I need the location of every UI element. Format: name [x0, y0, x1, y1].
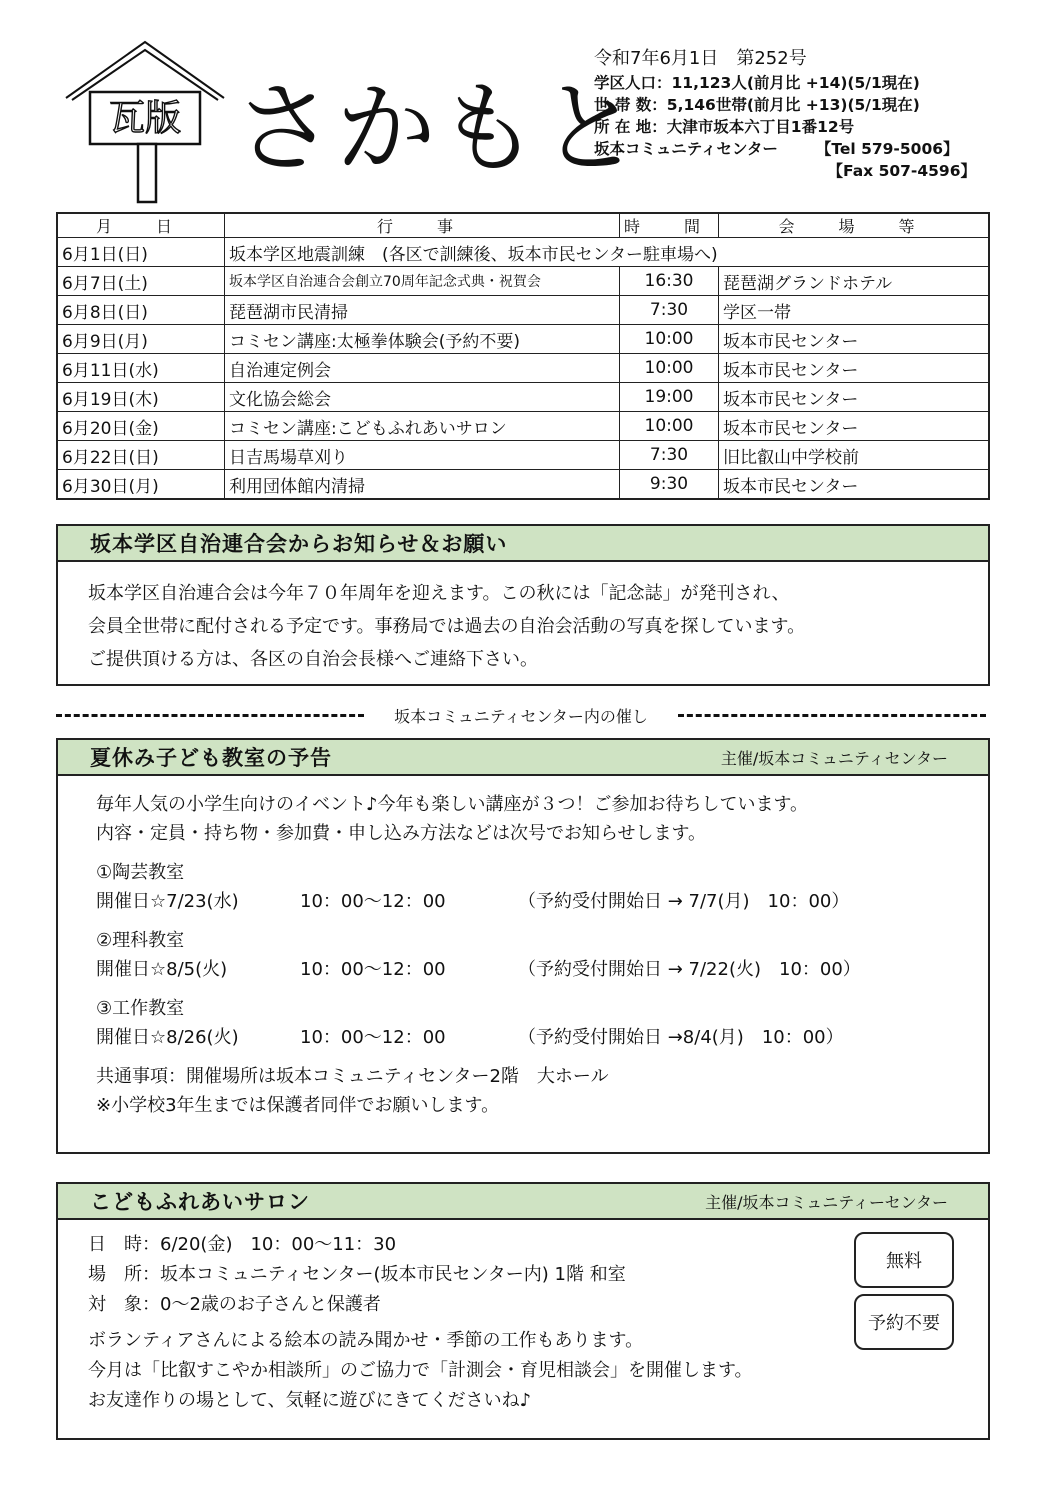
- cell-event: コミセン講座:こどもふれあいサロン: [225, 412, 620, 441]
- cell-event: 琵琶湖市民清掃: [225, 296, 620, 325]
- col-header-event: 行 事: [225, 213, 620, 238]
- cell-time: 16:30: [620, 267, 719, 296]
- salon-line: 今月は「比叡すこやか相談所」のご協力で「計測会・育児相談会」を開催します。: [88, 1360, 753, 1381]
- cell-event: 坂本学区地震訓練 (各区で訓練後、坂本市民センター駐車場へ): [225, 238, 990, 267]
- summer-intro: 毎年人気の小学生向けのイベント♪今年も楽しい講座が３つ！ご参加お待ちしています。: [96, 794, 809, 815]
- salon-line: ボランティアさんによる絵本の読み聞かせ・季節の工作もあります。: [88, 1330, 644, 1351]
- notice-body: [58, 562, 988, 688]
- class-time: 10：00～12：00: [300, 891, 446, 912]
- guardian-note: ※小学校3年生までは保護者同伴でお願いします。: [96, 1095, 500, 1116]
- cell-date: 6月11日(水): [57, 354, 225, 383]
- cell-date: 6月9日(月): [57, 325, 225, 354]
- salon-where: 場 所：坂本コミュニティセンター(坂本市民センター内) 1階 和室: [88, 1264, 626, 1285]
- kawaraban-signboard-icon: [60, 40, 230, 205]
- cell-event: 利用団体館内清掃: [225, 470, 620, 500]
- salon-body: [58, 1220, 988, 1426]
- cell-place: 坂本市民センター: [719, 412, 989, 441]
- class-time: 10：00～12：00: [300, 959, 446, 980]
- class-date: 開催日☆8/26(火): [96, 1027, 239, 1048]
- newsletter-title: さかもと: [234, 70, 642, 187]
- tel-number: 【Tel 579-5006】: [815, 140, 959, 158]
- event-schedule-table: [56, 212, 990, 500]
- cell-date: 6月19日(木): [57, 383, 225, 412]
- salon-when: 日 時：6/20(金) 10：00～11：30: [88, 1234, 397, 1255]
- kids-salon-box: [56, 1182, 990, 1440]
- cell-date: 6月1日(日): [57, 238, 225, 267]
- col-header-place: 会 場 等: [719, 213, 989, 238]
- table-row: [57, 325, 989, 354]
- divider-dash-left: [56, 714, 364, 717]
- salon-title: こどもふれあいサロン: [90, 1190, 310, 1214]
- summer-header: [58, 740, 988, 776]
- cell-date: 6月22日(日): [57, 441, 225, 470]
- col-header-date: 月 日: [57, 213, 225, 238]
- cell-event: 自治連定例会: [225, 354, 620, 383]
- association-notice-box: [56, 524, 990, 686]
- cell-time: 10:00: [620, 354, 719, 383]
- summer-body: [58, 776, 988, 1134]
- cell-date: 6月7日(土): [57, 267, 225, 296]
- class-booking: （予約受付開始日 → 7/22(火) 10：00）: [518, 959, 861, 980]
- logo-text: 瓦版: [108, 98, 182, 139]
- cell-time: 9:30: [620, 470, 719, 500]
- class-schedule: [96, 955, 950, 984]
- header-info: [594, 46, 1034, 182]
- salon-line: お友達作りの場として、気軽に遊びにきてくださいね♪: [88, 1390, 532, 1411]
- table-row: [57, 267, 989, 296]
- table-header-row: [57, 213, 989, 238]
- common-info: 共通事項：開催場所は坂本コミュニティセンター2階 大ホール: [96, 1066, 609, 1087]
- issue-line: 令和7年6月1日 第252号: [594, 48, 807, 69]
- salon-organizer: 主催/坂本コミュニティーセンター: [705, 1192, 948, 1212]
- cell-place: 学区一帯: [719, 296, 989, 325]
- notice-line: 坂本学区自治連合会は今年７０年周年を迎えます。この秋には「記念誌」が発刊され、: [88, 583, 790, 604]
- class-name: ②理科教室: [96, 930, 185, 951]
- section-divider: [56, 704, 986, 727]
- summer-title: 夏休み子ども教室の予告: [90, 746, 332, 770]
- notice-line: 会員全世帯に配付される予定です。事務局では過去の自治会活動の写真を探しています。: [88, 616, 806, 637]
- no-reservation-badge: 予約不要: [854, 1294, 954, 1350]
- salon-header: [58, 1184, 988, 1220]
- table-row: [57, 296, 989, 325]
- cell-event: 日吉馬場草刈り: [225, 441, 620, 470]
- table-row: [57, 354, 989, 383]
- center-name: 坂本コミュニティセンター: [594, 140, 778, 158]
- cell-place: 坂本市民センター: [719, 470, 989, 500]
- cell-time: 19:00: [620, 383, 719, 412]
- notice-title: 坂本学区自治連合会からお知らせ＆お願い: [90, 532, 508, 556]
- class-booking: （予約受付開始日 →8/4(月) 10：00）: [518, 1027, 844, 1048]
- summer-class-box: [56, 738, 990, 1154]
- notice-header: [58, 526, 988, 562]
- cell-time: 10:00: [620, 412, 719, 441]
- summer-intro: 内容・定員・持ち物・参加費・申し込み方法などは次号でお知らせします。: [96, 823, 707, 844]
- col-header-time: 時 間: [620, 213, 719, 238]
- cell-place: 琵琶湖グランドホテル: [719, 267, 989, 296]
- cell-event: 坂本学区自治連合会創立70周年記念式典・祝賀会: [225, 267, 620, 296]
- class-date: 開催日☆7/23(水): [96, 891, 239, 912]
- cell-place: 坂本市民センター: [719, 354, 989, 383]
- table-row: [57, 470, 989, 500]
- cell-time: 10:00: [620, 325, 719, 354]
- class-schedule: [96, 1023, 950, 1052]
- divider-label: 坂本コミュニティセンター内の催し: [394, 707, 648, 726]
- summer-organizer: 主催/坂本コミュニティセンター: [720, 748, 948, 768]
- table-row: [57, 238, 989, 267]
- cell-date: 6月8日(日): [57, 296, 225, 325]
- cell-event: コミセン講座:太極拳体験会(予約不要): [225, 325, 620, 354]
- cell-place: 坂本市民センター: [719, 325, 989, 354]
- notice-line: ご提供頂ける方は、各区の自治会長様へご連絡下さい。: [88, 649, 538, 670]
- divider-dash-right: [678, 714, 986, 717]
- households-line: 世 帯 数：5,146世帯(前月比 +13)(5/1現在): [594, 96, 920, 114]
- class-schedule: [96, 887, 950, 916]
- class-name: ①陶芸教室: [96, 862, 185, 883]
- table-row: [57, 412, 989, 441]
- class-booking: （予約受付開始日 → 7/7(月) 10：00）: [518, 891, 850, 912]
- cell-time: 7:30: [620, 441, 719, 470]
- cell-date: 6月30日(月): [57, 470, 225, 500]
- class-time: 10：00～12：00: [300, 1027, 446, 1048]
- fax-number: 【Fax 507-4596】: [827, 162, 976, 180]
- salon-who: 対 象：0～2歳のお子さんと保護者: [88, 1294, 381, 1315]
- table-row: [57, 441, 989, 470]
- class-date: 開催日☆8/5(火): [96, 959, 228, 980]
- table-row: [57, 383, 989, 412]
- cell-date: 6月20日(金): [57, 412, 225, 441]
- population-line: 学区人口：11,123人(前月比 +14)(5/1現在): [594, 74, 920, 92]
- address-line: 所 在 地：大津市坂本六丁目1番12号: [594, 118, 855, 136]
- cell-place: 坂本市民センター: [719, 383, 989, 412]
- class-name: ③工作教室: [96, 998, 185, 1019]
- cell-event: 文化協会総会: [225, 383, 620, 412]
- cell-place: 旧比叡山中学校前: [719, 441, 989, 470]
- contact-line: [594, 138, 1034, 160]
- free-badge: 無料: [854, 1232, 954, 1288]
- cell-time: 7:30: [620, 296, 719, 325]
